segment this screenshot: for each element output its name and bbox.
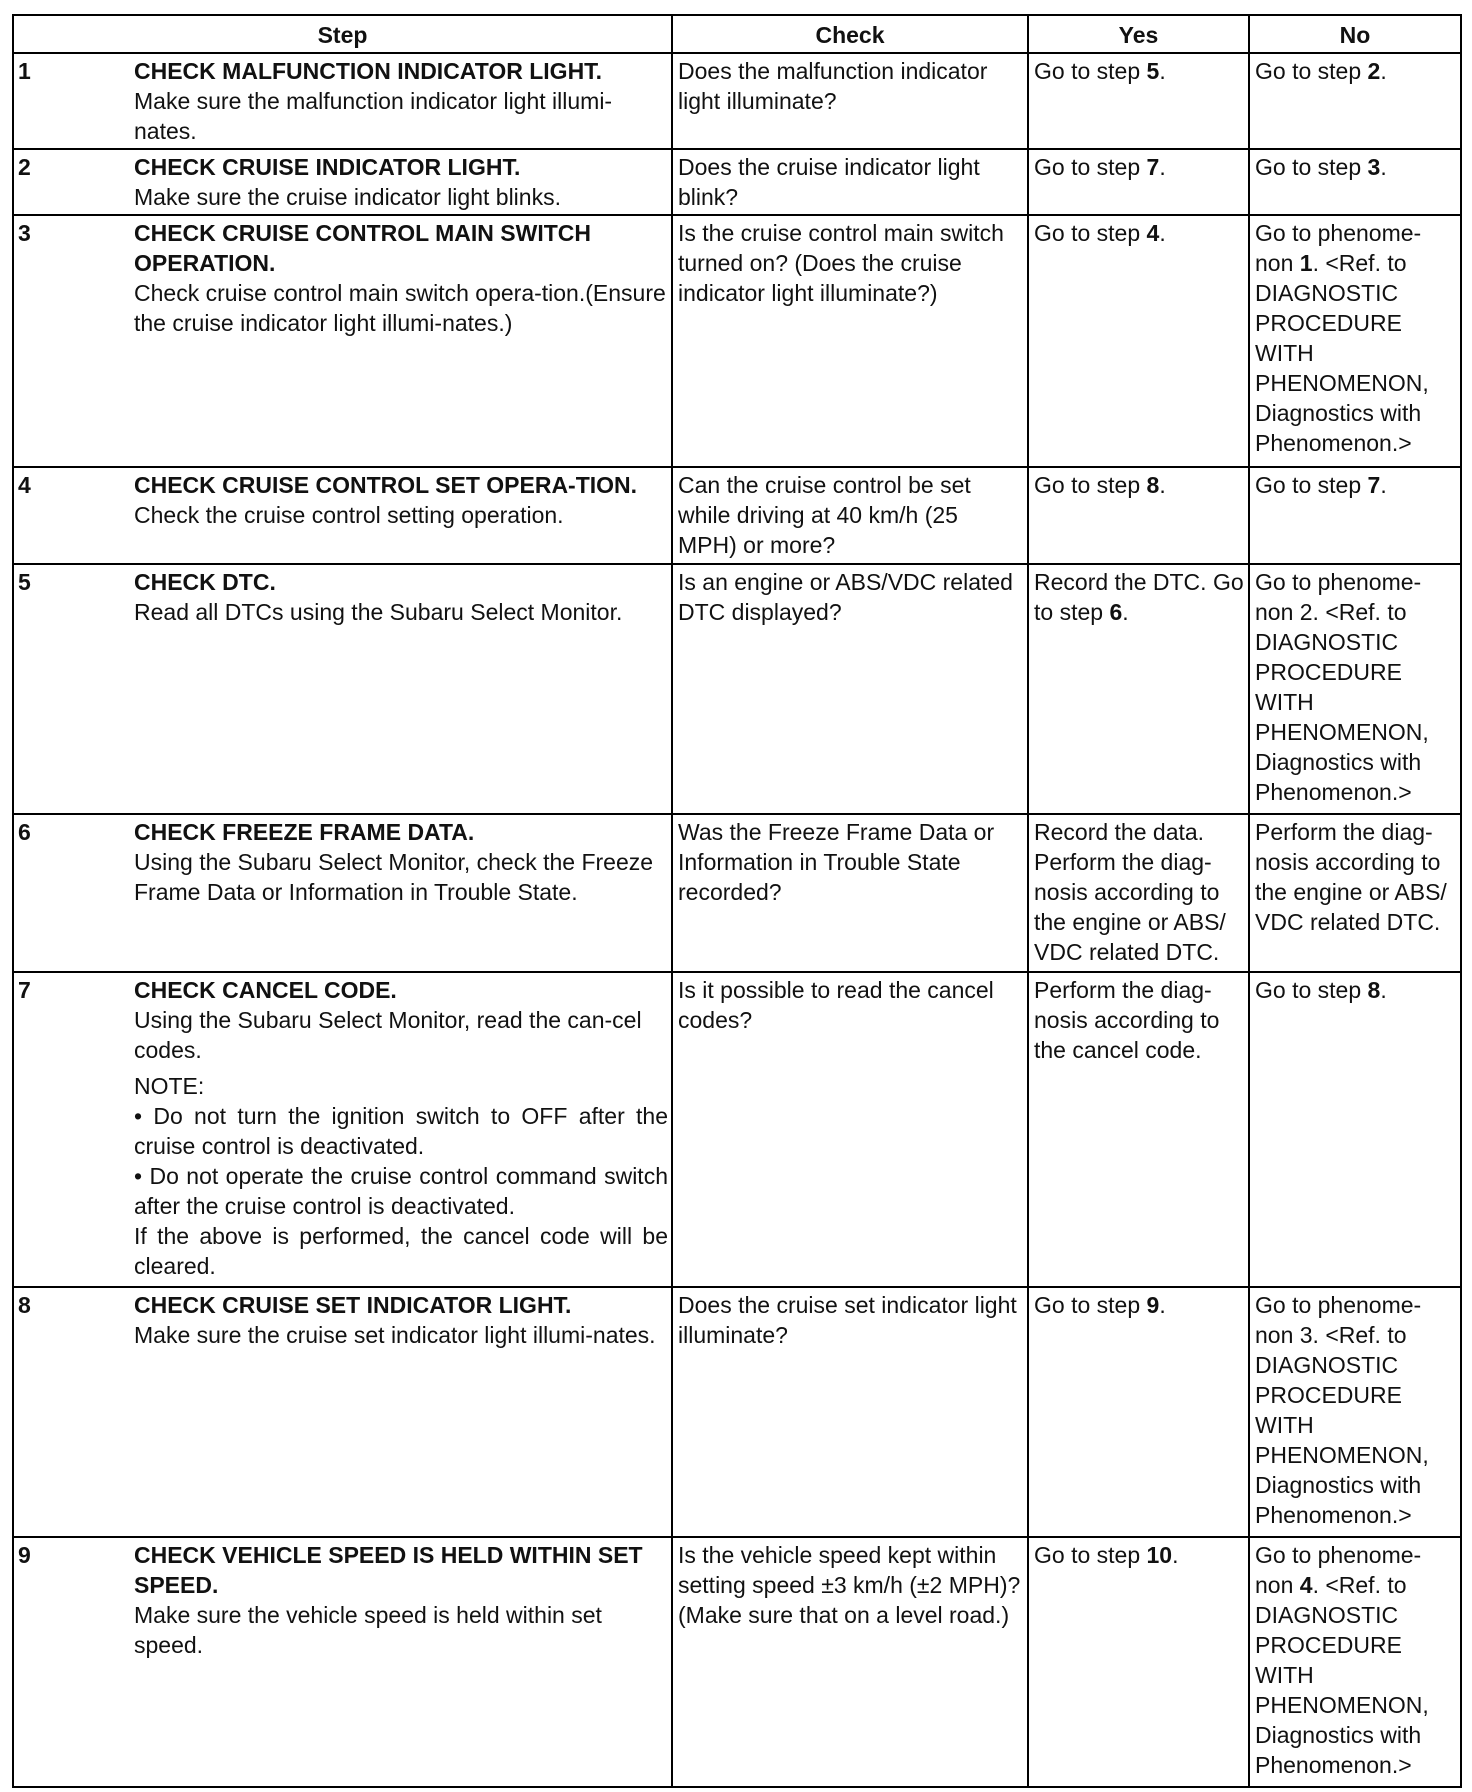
step-title: CHECK FREEZE FRAME DATA. [134, 819, 475, 845]
no-text: Go to phenome-non [1255, 220, 1422, 276]
check-cell: Is the cruise control main switch turned on? (Does the cruise indicator light illuminate?) [672, 215, 1028, 467]
step-cell [134, 972, 672, 1287]
table-row [13, 1537, 1461, 1787]
step-description: Make sure the cruise set indicator light illumi-nates. [134, 1322, 656, 1348]
note-item: • Do not turn the ignition switch to OFF after the cruise control is deactivated. [134, 1103, 668, 1159]
no-cell [1249, 972, 1461, 1287]
yes-step-number: 5 [1146, 58, 1160, 84]
yes-text-end: . [1159, 154, 1166, 180]
no-text: Go to step [1255, 472, 1368, 498]
step-title: CHECK VEHICLE SPEED IS HELD WITHIN SET SPEED. [134, 1542, 643, 1598]
step-cell [134, 564, 672, 814]
yes-cell [1028, 564, 1249, 814]
yes-step-number: 8 [1146, 472, 1160, 498]
step-description: Check the cruise control setting operation. [134, 502, 564, 528]
step-description: Using the Subaru Select Monitor, read the can-cel codes. [134, 1007, 642, 1063]
step-number: 4 [13, 467, 134, 564]
yes-cell [1028, 814, 1249, 972]
step-description: Using the Subaru Select Monitor, check the Freeze Frame Data or Information in Trouble State. [134, 849, 654, 905]
yes-cell [1028, 1537, 1249, 1787]
step-title: CHECK CRUISE INDICATOR LIGHT. [134, 154, 521, 180]
no-step-number: 8 [1367, 977, 1381, 1003]
no-text: Perform the diag-nosis according to the engine or ABS/ VDC related DTC. [1255, 819, 1447, 935]
no-cell [1249, 53, 1461, 149]
note-item: If the above is performed, the cancel code will be cleared. [134, 1223, 668, 1279]
yes-cell [1028, 467, 1249, 564]
no-text-end: . <Ref. to DIAGNOSTIC PROCEDURE WITH PHENOMENON, Diagnostics with Phenomenon.> [1255, 1572, 1429, 1778]
no-text: Go to step [1255, 154, 1368, 180]
yes-text: Record the data. Perform the diag-nosis according to the engine or ABS/ VDC related DTC. [1034, 819, 1226, 965]
no-cell [1249, 149, 1461, 215]
no-text: Go to phenome-non 2. <Ref. to DIAGNOSTIC PROCEDURE WITH PHENOMENON, Diagnostics with Phenomenon.> [1255, 569, 1429, 805]
step-description: Check cruise control main switch opera-tion.(Ensure the cruise indicator light illumi-nates.) [134, 280, 666, 336]
no-step-number: 3 [1367, 154, 1381, 180]
step-number: 2 [13, 149, 134, 215]
check-cell: Does the cruise set indicator light illuminate? [672, 1287, 1028, 1537]
yes-text: Go to step [1034, 220, 1147, 246]
step-title: CHECK CRUISE SET INDICATOR LIGHT. [134, 1292, 572, 1318]
table-row [13, 972, 1461, 1287]
yes-step-number: 6 [1109, 599, 1123, 625]
header-check: Check [672, 15, 1028, 53]
no-step-number: 2 [1367, 58, 1381, 84]
step-cell [134, 149, 672, 215]
step-number: 7 [13, 972, 134, 1287]
yes-text-end: . [1159, 220, 1166, 246]
table-row [13, 1287, 1461, 1537]
check-cell: Does the cruise indicator light blink? [672, 149, 1028, 215]
step-number: 1 [13, 53, 134, 149]
step-title: CHECK MALFUNCTION INDICATOR LIGHT. [134, 58, 603, 84]
no-cell [1249, 215, 1461, 467]
yes-text-end: . [1172, 1542, 1179, 1568]
step-description: Read all DTCs using the Subaru Select Monitor. [134, 599, 623, 625]
no-text-end: . [1380, 154, 1387, 180]
step-title: CHECK CRUISE CONTROL MAIN SWITCH OPERATION. [134, 220, 592, 276]
yes-cell [1028, 149, 1249, 215]
table-row [13, 564, 1461, 814]
check-cell: Does the malfunction indicator light illuminate? [672, 53, 1028, 149]
yes-text: Go to step [1034, 472, 1147, 498]
yes-step-number: 10 [1146, 1542, 1173, 1568]
check-cell: Was the Freeze Frame Data or Information in Trouble State recorded? [672, 814, 1028, 972]
no-cell [1249, 1287, 1461, 1537]
no-cell [1249, 467, 1461, 564]
no-text: Go to step [1255, 977, 1368, 1003]
yes-cell [1028, 53, 1249, 149]
header-step: Step [13, 15, 672, 53]
check-cell: Can the cruise control be set while driving at 40 km/h (25 MPH) or more? [672, 467, 1028, 564]
no-text-end: . <Ref. to DIAGNOSTIC PROCEDURE WITH PHENOMENON, Diagnostics with Phenomenon.> [1255, 250, 1429, 456]
yes-text: Go to step [1034, 1292, 1147, 1318]
no-text: Go to phenome-non 3. <Ref. to DIAGNOSTIC PROCEDURE WITH PHENOMENON, Diagnostics with Phenomenon.> [1255, 1292, 1429, 1528]
yes-step-number: 7 [1146, 154, 1160, 180]
yes-step-number: 9 [1146, 1292, 1160, 1318]
yes-cell [1028, 1287, 1249, 1537]
no-cell [1249, 564, 1461, 814]
step-number: 9 [13, 1537, 134, 1787]
note-item: • Do not operate the cruise control command switch after the cruise control is deactivated. [134, 1163, 668, 1219]
yes-text-end: . [1159, 472, 1166, 498]
yes-cell [1028, 972, 1249, 1287]
step-number: 8 [13, 1287, 134, 1537]
step-number: 3 [13, 215, 134, 467]
step-title: CHECK CRUISE CONTROL SET OPERA-TION. [134, 472, 638, 498]
step-cell [134, 53, 672, 149]
no-text: Go to step [1255, 58, 1368, 84]
yes-text: Go to step [1034, 1542, 1147, 1568]
no-cell [1249, 814, 1461, 972]
yes-text: Perform the diag-nosis according to the cancel code. [1034, 977, 1220, 1063]
yes-text: Go to step [1034, 58, 1147, 84]
yes-text-end: . [1122, 599, 1129, 625]
yes-text-end: . [1159, 1292, 1166, 1318]
step-cell [134, 215, 672, 467]
step-description: Make sure the vehicle speed is held within set speed. [134, 1602, 602, 1658]
no-text-end: . [1380, 58, 1387, 84]
no-text-end: . [1380, 472, 1387, 498]
table-row [13, 215, 1461, 467]
table-row [13, 149, 1461, 215]
step-number: 6 [13, 814, 134, 972]
step-description: Make sure the cruise indicator light blinks. [134, 184, 561, 210]
diagnostic-table [12, 14, 1462, 1788]
no-text-end: . [1380, 977, 1387, 1003]
step-description: Make sure the malfunction indicator light illumi-nates. [134, 88, 613, 144]
no-step-number: 1 [1299, 250, 1313, 276]
step-cell [134, 467, 672, 564]
header-yes: Yes [1028, 15, 1249, 53]
check-cell: Is an engine or ABS/VDC related DTC displayed? [672, 564, 1028, 814]
table-row [13, 53, 1461, 149]
no-cell [1249, 1537, 1461, 1787]
step-cell [134, 814, 672, 972]
yes-text: Record the DTC. Go to step [1034, 569, 1244, 625]
table-row [13, 814, 1461, 972]
header-no: No [1249, 15, 1461, 53]
step-title: CHECK CANCEL CODE. [134, 977, 397, 1003]
header-row [13, 15, 1461, 53]
step-cell [134, 1537, 672, 1787]
step-cell [134, 1287, 672, 1537]
check-cell: Is it possible to read the cancel codes? [672, 972, 1028, 1287]
table-row [13, 467, 1461, 564]
no-text: Go to phenome-non [1255, 1542, 1422, 1598]
no-step-number: 7 [1367, 472, 1381, 498]
yes-cell [1028, 215, 1249, 467]
check-cell: Is the vehicle speed kept within setting speed ±3 km/h (±2 MPH)? (Make sure that on a level road.) [672, 1537, 1028, 1787]
step-number: 5 [13, 564, 134, 814]
no-step-number: 4 [1299, 1572, 1313, 1598]
yes-step-number: 4 [1146, 220, 1160, 246]
yes-text: Go to step [1034, 154, 1147, 180]
yes-text-end: . [1159, 58, 1166, 84]
step-title: CHECK DTC. [134, 569, 276, 595]
note-label: NOTE: [134, 1073, 205, 1099]
